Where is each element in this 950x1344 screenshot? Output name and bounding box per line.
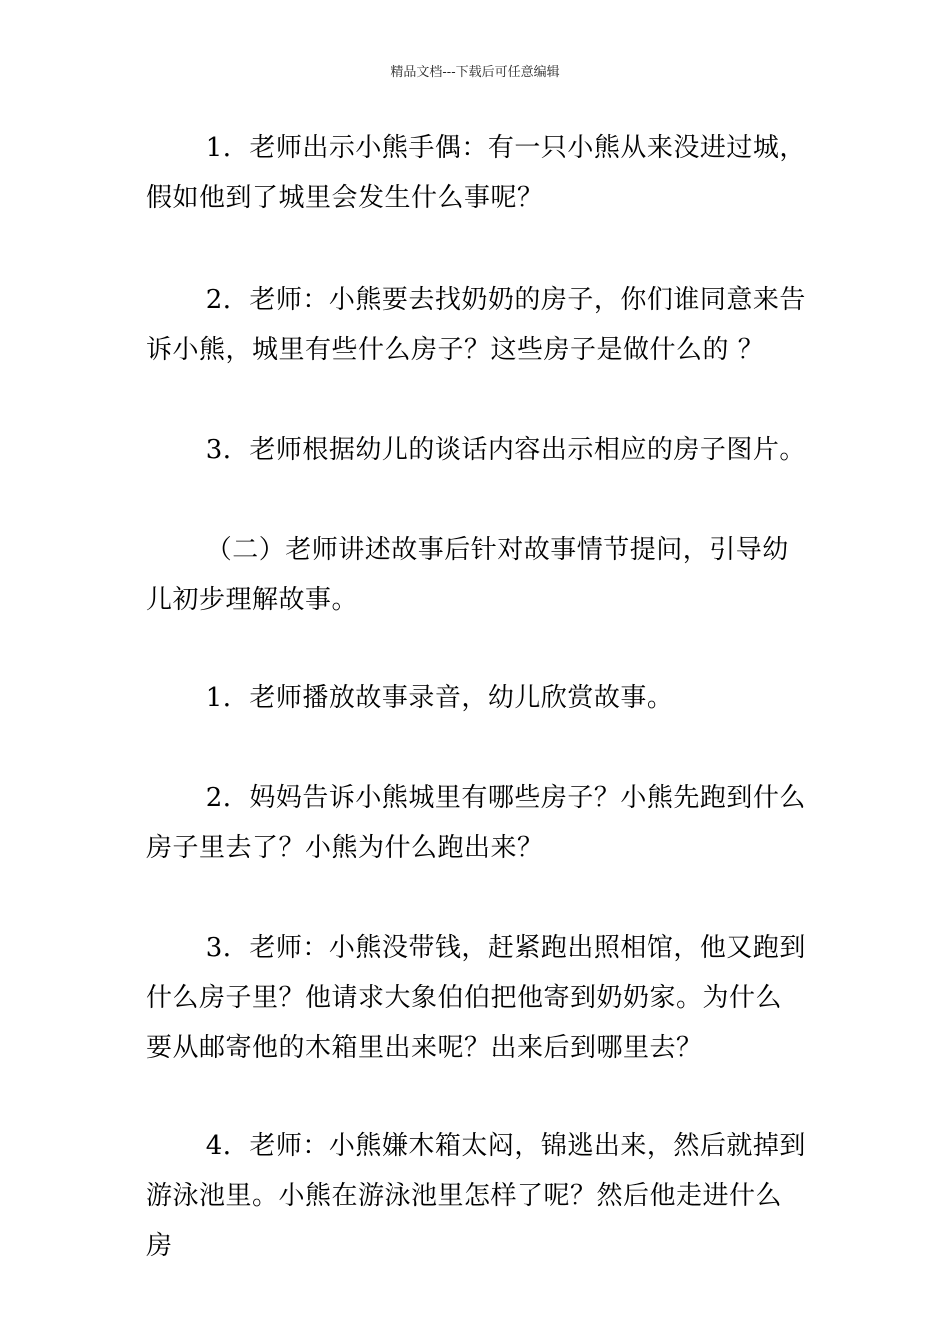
paragraph-8: 4．老师：小熊嫌木箱太闷，锦逃出来，然后就掉到游泳池里。小熊在游泳池里怎样了呢？然后他走进什么房 (146, 1131, 806, 1261)
paragraph-6: 2．妈妈告诉小熊城里有哪些房子？小熊先跑到什么房子里去了？小熊为什么跑出来？ (146, 783, 806, 863)
page-header: 精品文档---下载后可任意编辑 (390, 65, 560, 80)
paragraph-2: 2．老师：小熊要去找奶奶的房子，你们谁同意来告诉小熊，城里有些什么房子？这些房子是做什么的 ？ (146, 285, 806, 365)
paragraph-3: 3．老师根据幼儿的谈话内容出示相应的房子图片。 (205, 435, 806, 465)
paragraph-4: （二）老师讲述故事后针对故事情节提问，引导幼儿初步理解故事。 (146, 535, 789, 615)
paragraph-7: 3．老师：小熊没带钱，赶紧跑出照相馆，他又跑到什么房子里？他请求大象伯伯把他寄到奶奶家。为什么要从邮寄他的木箱里出来呢？出来后到哪里去？ (146, 933, 806, 1063)
paragraph-5: 1．老师播放故事录音，幼儿欣赏故事。 (205, 683, 674, 713)
paragraph-1: 1．老师出示小熊手偶：有一只小熊从来没进过城，假如他到了城里会发生什么事呢？ (146, 133, 806, 213)
